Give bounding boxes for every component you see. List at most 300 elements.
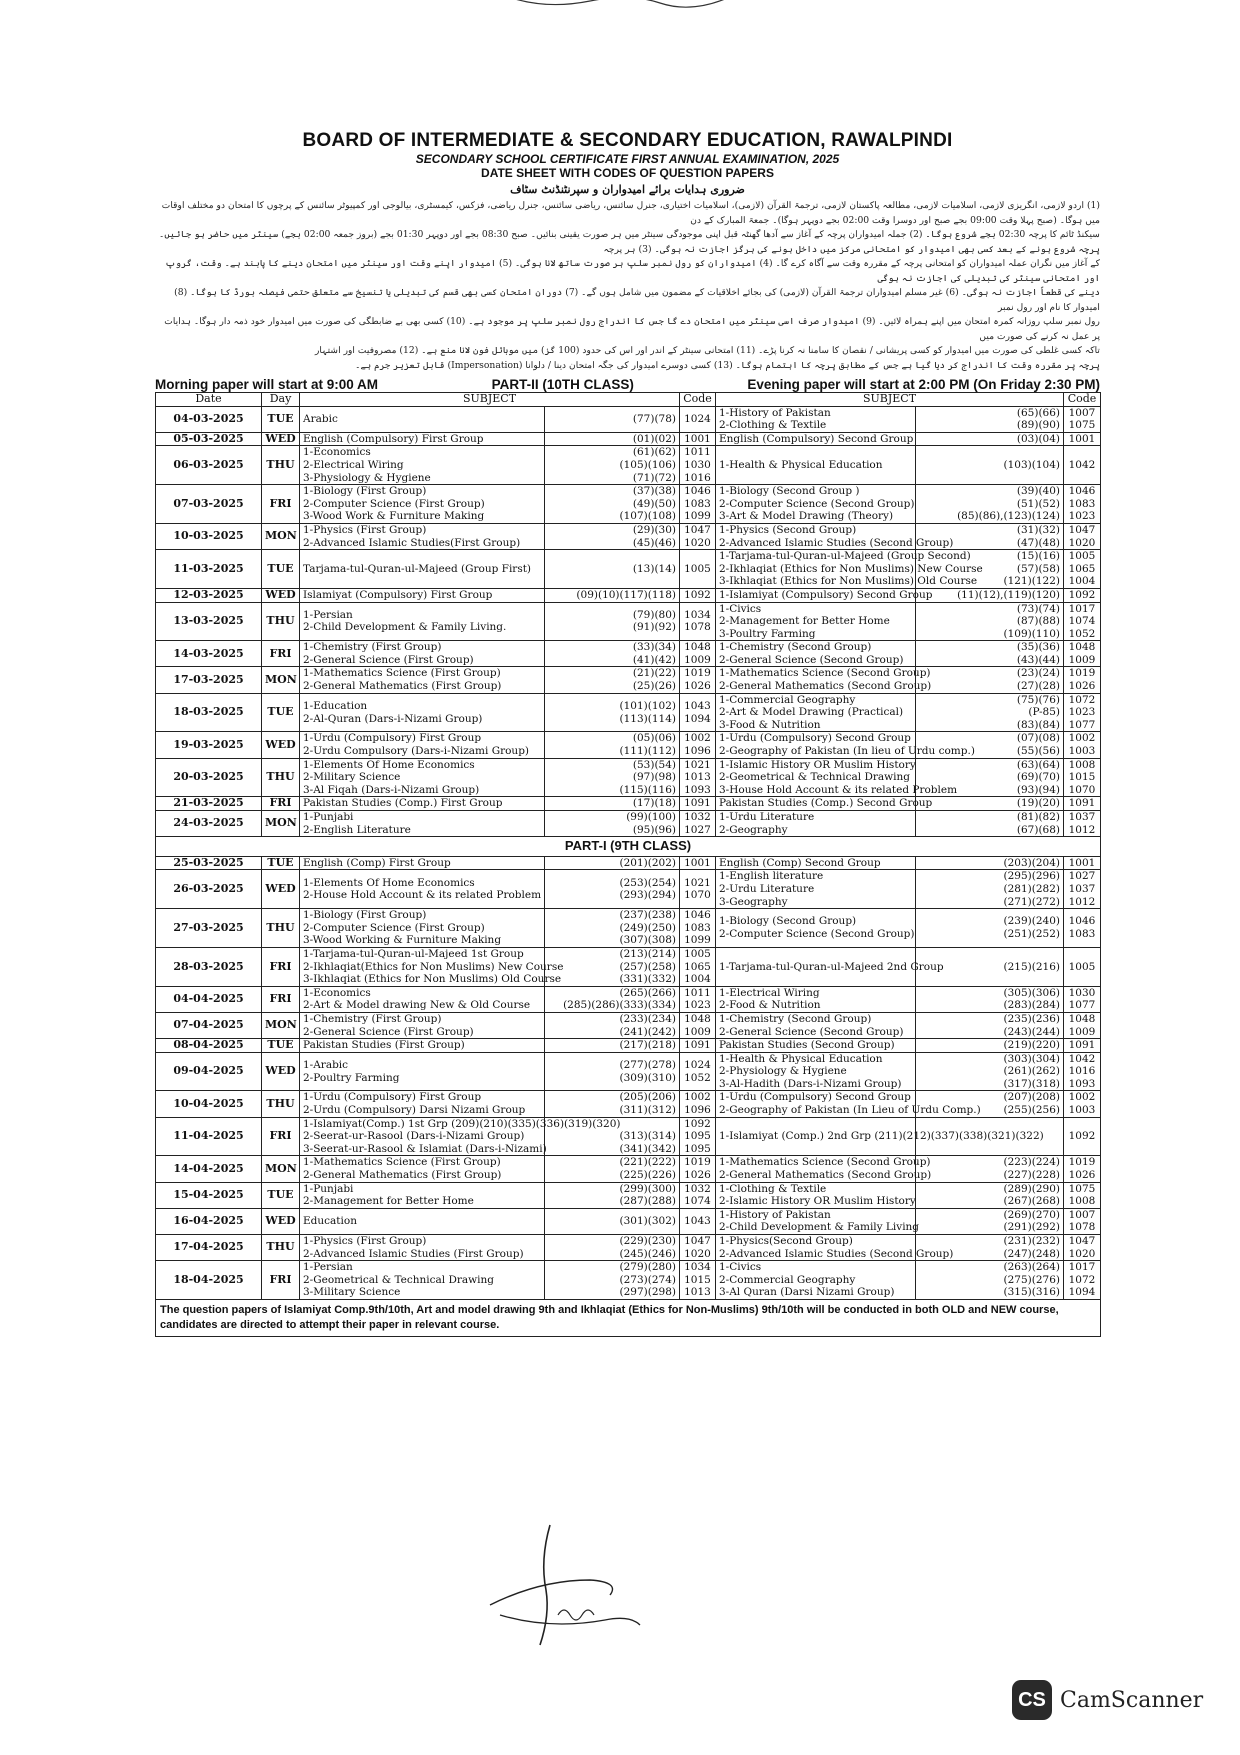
evening-subjects [716,986,916,1012]
morning-subjects [300,797,545,811]
evening-paper-codes-line: (55)(56) [1016,745,1060,758]
morning-subject-code-line: 1027 [684,823,711,836]
morning-subjects-line: 1-Chemistry (First Group) [303,1012,442,1025]
evening-subject-code [1064,758,1101,797]
evening-subject-code-line: 1004 [1068,575,1096,588]
morning-paper-codes-line: (297)(298) [619,1286,676,1299]
evening-paper-codes-line: (P-85) [1028,706,1060,719]
evening-paper-codes-line: (261)(262) [1003,1065,1060,1078]
evening-paper-codes-line: (47)(48) [1016,536,1060,549]
table-row [156,432,1101,446]
morning-subjects-line: 2-Computer Science (First Group) [303,497,485,510]
evening-subjects [716,485,916,524]
urdu-instruction-line: سیکنڈ ٹائم کا پرچہ 02:30 بجے شروع ہوگا۔ (2) جملہ امیدواران پرچہ کے آغاز سے آدھا گھنٹہ قبل اپنی موجودگی سینٹر میں ہر صورت یقینی بنائیں۔ صبح 08:30 بجے اور دوپہر 01:30 بجے (بروز جمعہ 02:00 بجے) سینٹر میں حاضر ہو جائیں۔ پرچہ شروع ہونے کے بعد کسی بھی امیدوار کو امتحانی مرکز میں داخل ہونے کی ہرگز اجازت نہ ہوگی۔ (3) ہر پرچہ [158,229,1100,255]
exam-date: 11-03-2025 [156,550,262,589]
evening-paper-codes [916,856,1064,870]
morning-subject-code-line: 1046 [684,485,711,498]
exam-date: 06-03-2025 [156,446,262,485]
exam-date: 16-04-2025 [156,1208,262,1234]
evening-paper-codes-line: (275)(276) [1003,1273,1060,1286]
evening-paper-codes [916,909,1064,948]
evening-subject-code-line: 1042 [1068,458,1096,471]
morning-subject-code [680,1039,716,1053]
exam-date: 14-04-2025 [156,1156,262,1182]
exam-subtitle: SECONDARY SCHOOL CERTIFICATE FIRST ANNUAL EXAMINATION, 2025 [415,152,840,166]
morning-subject-code-line: 1083 [684,497,711,510]
morning-subjects-line: 1-Economics [303,446,371,459]
morning-paper-codes-line: (309)(310) [619,1071,676,1084]
evening-subjects-line: 1-Health & Physical Education [719,458,883,471]
morning-subject-code [680,909,716,948]
morning-paper-codes-line: (99)(100) [626,811,676,823]
morning-subjects [300,406,545,432]
morning-paper-codes-line: (299)(300) [619,1182,676,1195]
exam-day: WED [262,1052,300,1091]
morning-paper-codes-line: (237)(238) [619,909,676,922]
evening-paper-codes-line: (303)(304) [1003,1052,1060,1065]
evening-subject-code [1064,550,1101,589]
morning-subject-code-line: 1043 [684,699,711,712]
morning-paper-codes [545,1261,680,1300]
evening-paper-codes-line: (305)(306) [1003,986,1060,999]
evening-subjects-line: English (Comp) Second Group [719,856,881,869]
evening-subject-code-line: 1017 [1068,602,1096,615]
evening-subject-code-line: 1047 [1068,523,1096,536]
morning-paper-codes-line: (101)(102) [619,699,676,712]
evening-paper-codes-line: (75)(76) [1016,693,1060,706]
morning-subjects [300,1117,621,1156]
table-row [156,1117,1101,1156]
morning-subject-code-line: 1094 [684,712,711,725]
evening-subjects-line: 1-Electrical Wiring [719,986,820,999]
exam-date: 11-04-2025 [156,1117,262,1156]
evening-subject-code [1064,667,1101,693]
morning-subject-code-line: 1023 [684,999,711,1012]
morning-paper-codes-line: (13)(14) [632,562,676,575]
morning-paper-codes-line: (213)(214) [619,947,676,960]
evening-subjects-line: 2-Geography [719,823,788,836]
evening-subject-code-line: 1052 [1068,627,1096,640]
evening-subject-code-line: 1005 [1068,960,1096,973]
evening-paper-codes-line: (87)(88) [1016,615,1060,628]
morning-paper-codes-line: (217)(218) [619,1039,676,1052]
morning-subject-code-line: 1095 [684,1130,711,1143]
evening-subject-code-line: 1074 [1068,615,1096,628]
camscanner-watermark [1012,1680,1203,1720]
evening-subjects [716,1052,916,1091]
evening-subject-code-line: 1019 [1068,1156,1096,1169]
morning-subject-code-line: 1099 [684,934,711,947]
morning-paper-codes [545,947,680,986]
morning-paper-codes-line: (41)(42) [632,653,676,666]
evening-subjects-line: 1-Civics [719,602,762,615]
evening-subject-code-line: 1075 [1068,419,1096,432]
evening-paper-codes-line: (251)(252) [1003,928,1060,941]
table-row [156,1235,1101,1261]
evening-subject-code [1064,986,1101,1012]
morning-subject-code [680,1182,716,1208]
evening-subjects-line: 2-Urdu Literature [719,882,815,895]
morning-subject-code [680,1208,716,1234]
evening-subjects [716,1156,932,1182]
evening-paper-codes-line: (295)(296) [1003,870,1060,883]
evening-subjects [716,432,916,446]
exam-date: 14-03-2025 [156,641,262,667]
morning-subject-code-line: 1048 [684,641,711,654]
table-row [156,797,1101,811]
evening-subjects-line: 2-General Science (Second Group) [719,653,904,666]
morning-subjects-line: 2-Computer Science (First Group) [303,921,485,934]
morning-paper-codes-line: (229)(230) [619,1235,676,1247]
morning-paper-codes [545,446,680,485]
morning-subject-code-line: 1047 [684,1235,711,1247]
urdu-instruction-line: (1) اردو لازمی، انگریزی لازمی، اسلامیات لازمی، مطالعہ پاکستان لازمی، ترجمۃ القرآن (لازمی)، اسلامیات اختیاری، جنرل سائنس، ریاضی سائنس، جنرل ریاضی، فزکس، کیمسٹری، بیالوجی اور کمپیوٹر سائنس کے پرچوں کا امتحان دو مختلف اوقات میں ہوگا۔ (صبح پہلا وقت 09:00 بجے صبح اور دوسرا وقت 02:00 بجے دوپہر ہوگا)۔ جمعۃ المبارک کے دن [161,200,1100,226]
evening-subjects [716,588,933,602]
evening-paper-codes [916,406,1064,432]
evening-subjects-line: 2-Food & Nutrition [719,999,821,1012]
evening-subject-code [1064,1052,1101,1091]
urdu-instruction-line: رول نمبر سلپ روزانہ کمرہ امتحان میں اپنے ہمراہ لائیں۔ (9) امیدوار صرف اسی سینٹر میں امتحان دے گا جس کا اندراج رول نمبر سلپ پر موجود ہے۔ (10) کسی بھی بے ضابطگی کی صورت میں امیدوار خود ذمہ دار ہوگا۔ ہدایات پر عمل نہ کرنے کی صورت میں [164,316,1100,342]
evening-subjects-line: 1-Physics(Second Group) [719,1235,853,1247]
morning-paper-codes-line: (91)(92) [632,621,676,634]
evening-paper-codes [916,1261,1064,1300]
evening-subject-code-line: 1072 [1068,693,1096,706]
evening-paper-codes-line: (231)(232) [1003,1235,1060,1247]
evening-subject-code-line: 1002 [1068,732,1096,745]
exam-day: FRI [262,1261,300,1300]
exam-day: FRI [262,641,300,667]
morning-paper-codes-line: (221)(222) [619,1156,676,1169]
evening-subjects-line: 3-Food & Nutrition [719,718,821,731]
morning-paper-codes [545,667,680,693]
evening-subject-code [1064,588,1101,602]
evening-subjects-line: 1-Civics [719,1261,762,1274]
exam-day: TUE [262,856,300,870]
evening-subjects-line: 1-History of Pakistan [719,406,831,419]
evening-subjects-line: 2-Geography of Pakistan (In Lieu of Urdu Comp.) [719,1104,981,1117]
morning-subjects-line: 2-Child Development & Family Living. [303,621,507,634]
morning-paper-codes [545,641,680,667]
morning-subjects [300,602,545,641]
morning-paper-codes [545,811,680,837]
evening-subjects-line: 3-Ikhlaqiat (Ethics for Non Muslims) Old Course [719,575,978,588]
morning-paper-codes [545,1012,680,1038]
table-row [156,602,1101,641]
signature [480,1520,650,1654]
exam-date: 09-04-2025 [156,1052,262,1091]
evening-subjects-line: 1-Mathematics Science (Second Group) [719,1156,931,1169]
exam-date: 26-03-2025 [156,870,262,909]
table-row [156,667,1101,693]
morning-paper-codes-line: (287)(288) [619,1195,676,1208]
morning-subjects [300,446,545,485]
evening-subject-code-line: 1042 [1068,1052,1096,1065]
evening-paper-codes [916,1012,1064,1038]
morning-subject-code-line: 1047 [684,523,711,536]
urdu-instructions [155,199,1100,373]
morning-subjects-line: 1-Biology (First Group) [303,485,427,498]
evening-paper-codes-line: (223)(224) [1003,1156,1060,1169]
morning-paper-codes-line: (37)(38) [632,485,676,498]
morning-paper-codes-line: (249)(250) [619,921,676,934]
date-sheet-table [155,392,1101,1337]
evening-paper-codes-line: (23)(24) [1016,667,1060,680]
evening-paper-codes [916,485,1064,524]
evening-subjects-line: Pakistan Studies (Second Group) [719,1039,895,1052]
morning-subject-code-line: 1019 [684,667,711,680]
morning-subject-code-line: 1015 [684,1273,711,1286]
evening-paper-codes-line: (271)(272) [1003,895,1060,908]
morning-subjects [300,1052,545,1091]
evening-paper-codes [916,870,1064,909]
col-day: Day [262,393,300,407]
evening-subject-code [1064,1235,1101,1261]
evening-subject-code [1064,1156,1101,1182]
evening-subject-code-line: 1091 [1068,797,1096,810]
table-row [156,588,1101,602]
exam-day: FRI [262,947,300,986]
morning-subject-code-line: 1034 [684,608,711,621]
evening-subject-code-line: 1070 [1068,783,1096,796]
urdu-instruction-line: پرچہ پر مقررہ وقت کا اندراج کر دیا گیا ہے جس کے مطابق پرچہ کا اہتمام ہوگا۔ (13) کسی دوسرے امیدوار کی جگہ امتحان دینا / دلوانا (Impersonation) قابل تعزیر جرم ہے۔ [355,359,1100,371]
morning-subject-code [680,406,716,432]
exam-date: 28-03-2025 [156,947,262,986]
evening-paper-codes-line: (81)(82) [1016,811,1060,823]
evening-subjects-line: 1-Urdu Literature [719,811,815,823]
evening-paper-codes-line: (121)(122) [1003,575,1060,588]
morning-subjects [300,1091,545,1117]
exam-date: 07-04-2025 [156,1012,262,1038]
morning-subjects-line: 1-Punjabi [303,1182,354,1195]
evening-subject-code-line: 1030 [1068,986,1096,999]
evening-subject-code-line: 1009 [1068,653,1096,666]
morning-subject-code-line: 1002 [684,732,711,745]
document-header [155,130,1100,180]
morning-subjects-line: 1-Physics (First Group) [303,523,427,536]
morning-paper-codes-line: (77)(78) [632,412,676,425]
exam-date: 13-03-2025 [156,602,262,641]
table-row [156,947,1101,986]
exam-day: WED [262,432,300,446]
evening-subject-code-line: 1001 [1068,432,1096,445]
morning-paper-codes [545,523,680,549]
morning-subjects-line: 1-Mathematics Science (First Group) [303,1156,501,1169]
evening-subjects-line: 2-Computer Science (Second Group) [719,928,915,941]
evening-paper-codes-line: (03)(04) [1016,432,1060,445]
morning-paper-codes-line: (71)(72) [632,471,676,484]
table-row [156,446,1101,485]
morning-subjects-line: 2-House Hold Account & its related Problem [303,889,542,902]
evening-paper-codes-line: (103)(104) [1003,458,1060,471]
evening-subjects-line: 3-Art & Model Drawing (Theory) [719,510,894,523]
evening-paper-codes-line: (281)(282) [1003,882,1060,895]
evening-paper-codes-line: (89)(90) [1016,419,1060,432]
exam-date: 07-03-2025 [156,485,262,524]
evening-subjects-line: 3-House Hold Account & its related Problem [719,783,958,796]
evening-paper-codes-line: (63)(64) [1016,758,1060,771]
schedule-bar [155,377,1100,392]
morning-paper-codes [545,406,680,432]
evening-subject-code [1064,856,1101,870]
morning-subject-code [680,811,716,837]
morning-paper-codes-line: (05)(06) [632,732,676,745]
morning-subject-code [680,1235,716,1261]
evening-subjects-line: 2-Geography of Pakistan (In lieu of Urdu comp.) [719,745,975,758]
exam-day: FRI [262,986,300,1012]
evening-subjects [716,909,916,948]
evening-subjects-line: 2-General Mathematics (Second Group) [719,1169,932,1182]
morning-subjects-line: Islamiyat (Compulsory) First Group [303,588,493,601]
evening-subjects-line: 1-Islamiyat (Compulsory) Second Group [719,588,933,601]
morning-subject-code [680,856,716,870]
morning-paper-codes-line: (49)(50) [632,497,676,510]
morning-subject-code [680,986,716,1012]
morning-paper-codes-line: (79)(80) [632,608,676,621]
table-header-row [156,393,1101,407]
evening-paper-codes-line: (227)(228) [1003,1169,1060,1182]
morning-subject-code-line: 1024 [684,412,711,425]
evening-subjects [716,1235,954,1261]
evening-subject-code-line: 1037 [1068,882,1096,895]
evening-paper-codes [916,1182,1064,1208]
urdu-instruction-line: کے آغاز میں نگران عملہ امیدواران کو امتحانی پرچہ کے مقررہ وقت سے آگاہ کرے گا۔ (4) امیدواران کو رول نمبر سلپ ہر صورت ساتھ لانا ہوگی۔ (5) امیدوار اپنے وقت اور سینٹر میں امتحان دینے کا پابند ہے۔ وقت، گروپ اور امتحانی سینٹر کی تبدیلی کی اجازت نہ ہوگی [164,258,1100,284]
evening-subject-code [1064,693,1101,732]
morning-subject-code [680,1012,716,1038]
evening-subjects-line: 1-Tarjama-tul-Quran-ul-Majeed 2nd Group [719,960,944,973]
morning-subjects [300,1182,545,1208]
morning-subjects-line: 2-General Science (First Group) [303,1025,474,1038]
table-row [156,870,1101,909]
morning-subjects [300,550,545,589]
exam-day: FRI [262,1117,300,1156]
morning-subjects-line: 2-Al-Quran (Dars-i-Nizami Group) [303,712,483,725]
morning-subject-code-line: 1095 [684,1142,711,1155]
col-code-evening: Code [1064,393,1101,407]
evening-subject-code [1064,1039,1101,1053]
evening-paper-codes [916,797,1064,811]
evening-subject-code-line: 1007 [1068,1208,1096,1221]
evening-subjects [716,797,933,811]
evening-subjects-line: 2-General Science (Second Group) [719,1025,904,1038]
evening-subjects [716,856,916,870]
morning-subject-code-line: 1011 [684,446,711,459]
col-subject-evening: SUBJECT [716,393,1064,407]
morning-subjects [300,1261,545,1300]
morning-subject-code [680,797,716,811]
morning-paper-codes-line: (113)(114) [619,712,676,725]
morning-subject-code-line: 1099 [684,510,711,523]
camscanner-name: CamScanner [1060,1687,1204,1713]
exam-day: TUE [262,550,300,589]
morning-subjects-line: 1-Persian [303,608,353,621]
morning-subject-code [680,446,716,485]
morning-paper-codes-line: (29)(30) [632,523,676,536]
morning-subjects-line: 2-Advanced Islamic Studies (First Group) [303,1247,524,1260]
morning-subjects [300,1039,545,1053]
evening-subjects-line: 2-Child Development & Family Living [719,1221,920,1234]
evening-subjects [716,811,916,837]
evening-subjects-line: 1-Islamiyat (Comp.) 2nd Grp (211)(212)(337)(338)(321)(322) [719,1130,1044,1143]
table-row [156,811,1101,837]
morning-subjects [300,947,564,986]
exam-day: MON [262,811,300,837]
morning-subject-code-line: 1016 [684,471,711,484]
urdu-instructions-title: ضروری ہدایات برائے امیدواران و سپرنٹنڈنٹ سٹاف [510,183,745,196]
evening-subjects-line: 2-Art & Model Drawing (Practical) [719,706,904,719]
evening-subject-code-line: 1001 [1068,856,1096,869]
morning-paper-codes [545,758,680,797]
morning-subject-code-line: 1026 [684,1169,711,1182]
evening-subject-code-line: 1083 [1068,497,1096,510]
evening-subject-code [1064,909,1101,948]
morning-subject-code-line: 1013 [684,1286,711,1299]
morning-subject-code-line: 1032 [684,811,711,823]
evening-subjects-line: 1-Clothing & Textile [719,1182,827,1195]
morning-subjects [300,986,545,1012]
morning-subject-code-line: 1009 [684,653,711,666]
evening-subjects-line: 1-Chemistry (Second Group) [719,641,872,654]
morning-subjects-line: 2-Urdu (Compulsory) Darsi Nizami Group [303,1104,526,1117]
morning-subjects [300,732,545,758]
morning-paper-codes-line: (253)(254) [619,876,676,889]
morning-subjects [300,1208,545,1234]
exam-day: TUE [262,406,300,432]
evening-subject-code-line: 1020 [1068,536,1096,549]
morning-subject-code [680,693,716,732]
col-code-morning: Code [680,393,716,407]
exam-day: THU [262,446,300,485]
morning-subjects-line: 3-Seerat-ur-Rasool & Islamiat (Dars-i-Nizami) [303,1142,547,1155]
morning-subject-code-line: 1004 [684,973,711,986]
morning-subject-code-line: 1026 [684,680,711,693]
table-row [156,986,1101,1012]
morning-paper-codes [545,588,680,602]
evening-subjects [716,1117,1044,1156]
exam-date: 20-03-2025 [156,758,262,797]
morning-subjects-line: 3-Physiology & Hygiene [303,471,431,484]
evening-subjects-line: 1-English literature [719,870,824,883]
exam-date: 18-03-2025 [156,693,262,732]
morning-subjects [300,432,545,446]
evening-subjects-line: 1-Islamic History OR Muslim History [719,758,916,771]
evening-paper-codes-line: (235)(236) [1003,1012,1060,1025]
morning-subject-code-line: 1083 [684,921,711,934]
evening-subject-code-line: 1037 [1068,811,1096,823]
evening-subject-code-line: 1046 [1068,915,1096,928]
table-row [156,856,1101,870]
col-date: Date [156,393,262,407]
evening-subjects-line: 2-Computer Science (Second Group) [719,497,915,510]
morning-subject-code-line: 1052 [684,1071,711,1084]
table-row [156,550,1101,589]
morning-subject-code-line: 1092 [684,588,711,601]
evening-subject-code [1064,1261,1101,1300]
top-handwriting-mark [510,0,730,15]
morning-subjects-line: 2-Military Science [303,771,401,784]
morning-paper-codes [545,1052,680,1091]
evening-subjects [716,693,916,732]
exam-date: 12-03-2025 [156,588,262,602]
evening-paper-codes-line: (243)(244) [1003,1025,1060,1038]
evening-paper-codes-line: (43)(44) [1016,653,1060,666]
evening-subject-code-line: 1026 [1068,680,1096,693]
evening-subject-code-line: 1046 [1068,485,1096,498]
morning-subjects [300,870,545,909]
evening-paper-codes-line: (31)(32) [1016,523,1060,536]
morning-subject-code [680,550,716,589]
evening-paper-codes-line: (83)(84) [1016,718,1060,731]
morning-subject-code [680,523,716,549]
